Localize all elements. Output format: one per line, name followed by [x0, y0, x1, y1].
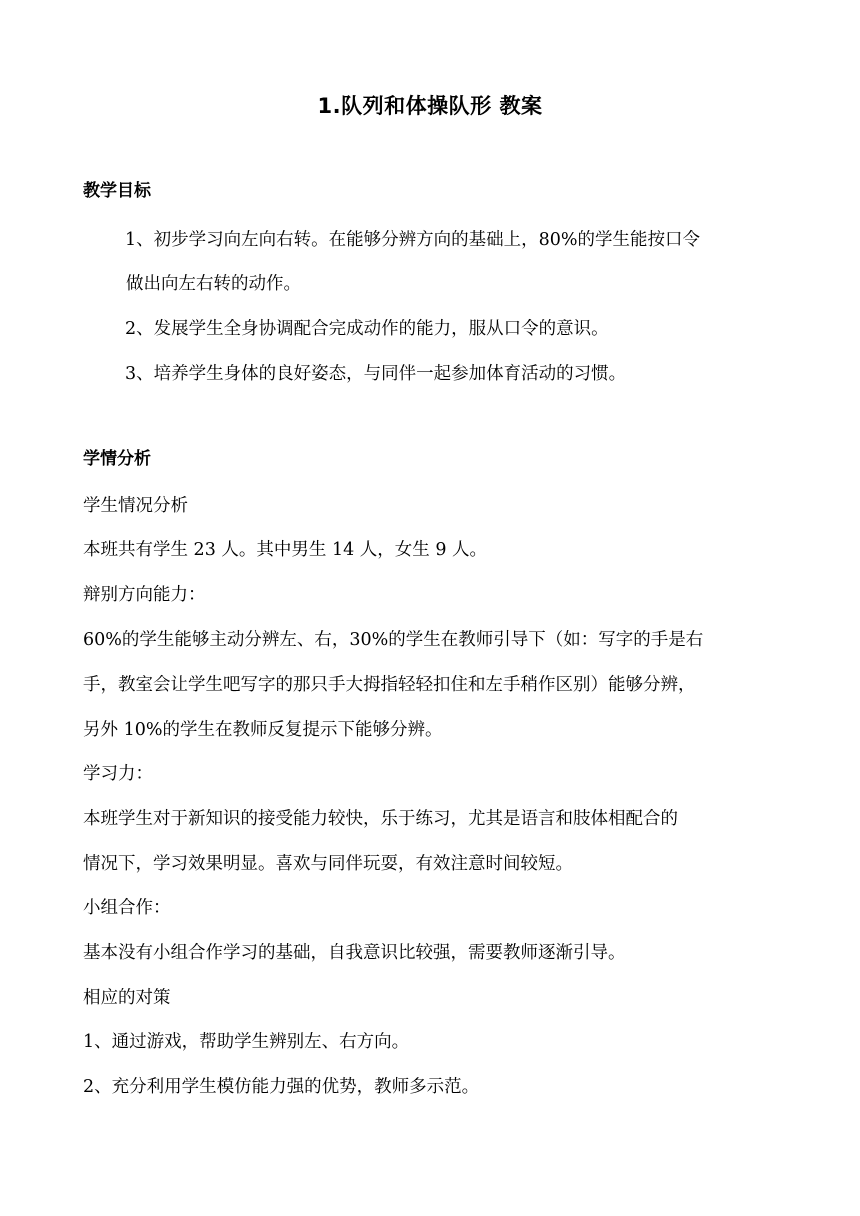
paragraph-line: 基本没有小组合作学习的基础，自我意识比较强，需要教师逐渐引导。	[83, 943, 626, 963]
paragraph-line: 小组合作：	[83, 898, 171, 918]
paragraph-line: 1、初步学习向左向右转。在能够分辨方向的基础上，80%的学生能按口令	[125, 230, 701, 250]
paragraph-line: 本班学生对于新知识的接受能力较快，乐于练习，尤其是语言和肢体相配合的	[83, 809, 678, 829]
paragraph-line: 60%的学生能够主动分辨左、右，30%的学生在教师引导下（如：写字的手是右	[83, 630, 704, 650]
paragraph-line: 情况下，学习效果明显。喜欢与同伴玩耍，有效注意时间较短。	[83, 854, 573, 874]
document-title: 1.队列和体操队形 教案	[317, 94, 543, 118]
paragraph-line: 2、发展学生全身协调配合完成动作的能力，服从口令的意识。	[125, 319, 609, 339]
paragraph-line: 相应的对策	[83, 988, 171, 1008]
paragraph-line: 本班共有学生 23 人。其中男生 14 人，女生 9 人。	[83, 540, 488, 560]
paragraph-line: 做出向左右转的动作。	[126, 274, 301, 294]
paragraph-line: 1、通过游戏，帮助学生辨别左、右方向。	[83, 1032, 410, 1052]
paragraph-line: 辩别方向能力：	[83, 585, 206, 605]
paragraph-line: 另外 10%的学生在教师反复提示下能够分辨。	[83, 720, 443, 740]
paragraph-line: 3、培养学生身体的良好姿态，与同伴一起参加体育活动的习惯。	[125, 364, 627, 384]
paragraph-line: 学习力：	[83, 764, 153, 784]
paragraph-line: 手，教室会让学生吧写字的那只手大拇指轻轻扣住和左手稍作区别）能够分辨，	[83, 675, 696, 695]
paragraph-line: 2、充分利用学生模仿能力强的优势，教师多示范。	[83, 1077, 480, 1097]
paragraph-line: 学生情况分析	[83, 496, 188, 516]
section-heading-objectives: 教学目标	[83, 181, 151, 201]
section-heading-analysis: 学情分析	[83, 449, 151, 469]
